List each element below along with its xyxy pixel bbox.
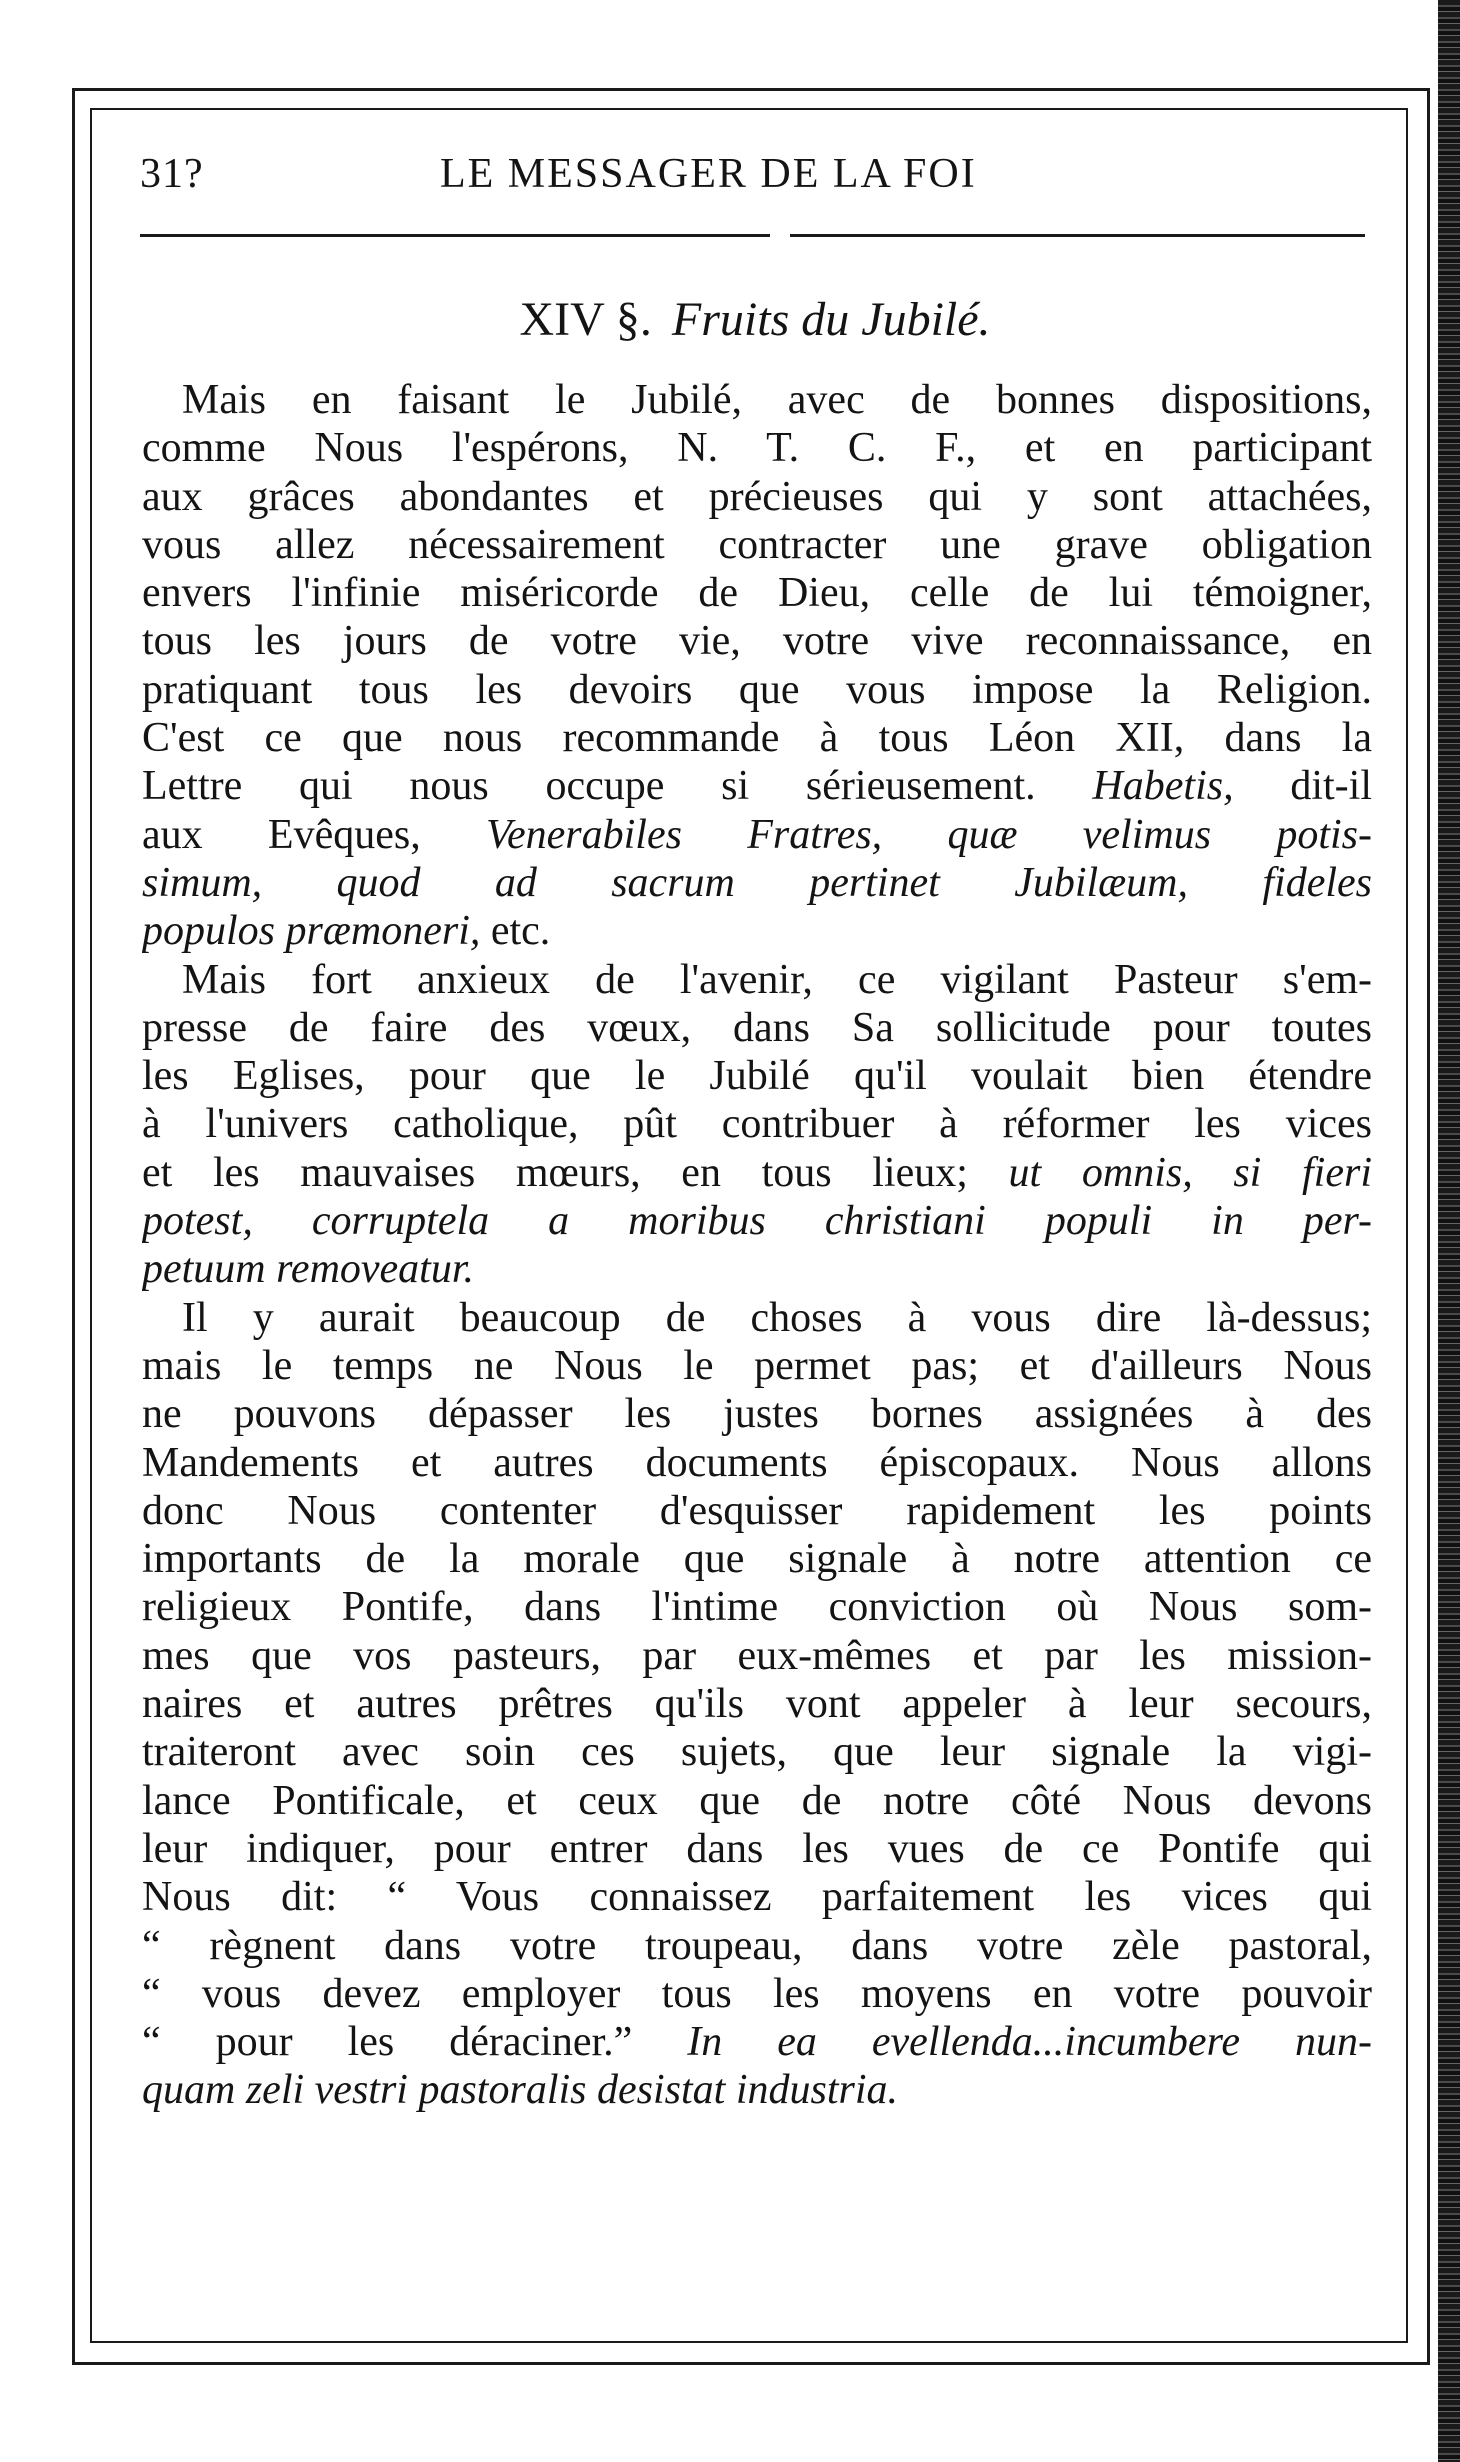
header-rule-left [140, 234, 770, 237]
text-line [142, 714, 1372, 762]
text-line [142, 1680, 1372, 1728]
text-line [142, 1583, 1372, 1631]
latin-quotation: populos præmoneri, [142, 908, 481, 955]
text-segment: mes que vos pasteurs, par eux-mêmes et par les mission- [142, 1632, 1372, 1679]
text-segment: leur indiquer, pour entrer dans les vues de ce Pontife qui [142, 1825, 1372, 1872]
text-segment: Mais fort anxieux de l'avenir, ce vigilant Pasteur s'em- [182, 956, 1372, 1003]
text-line [142, 1197, 1372, 1245]
text-segment: tous les jours de votre vie, votre vive reconnaissance, en [142, 618, 1372, 665]
text-line [142, 666, 1372, 714]
text-line [142, 2066, 1372, 2114]
text-line [142, 2018, 1372, 2066]
latin-quotation: quam zeli vestri pastoralis desistat industria. [142, 2067, 899, 2114]
text-segment: importants de la morale que signale à notre attention ce [142, 1536, 1372, 1583]
text-segment: C'est ce que nous recommande à tous Léon XII, dans la [142, 715, 1372, 762]
text-segment: “ vous devez employer tous les moyens en votre pouvoir [142, 1970, 1372, 2017]
section-number: XIV §. [519, 293, 652, 346]
text-segment: Il y aurait beaucoup de choses à vous dire là-dessus; [182, 1294, 1372, 1341]
text-segment: à l'univers catholique, pût contribuer à réformer les vices [142, 1101, 1372, 1148]
text-line [142, 1294, 1372, 1342]
text-line [142, 1728, 1372, 1776]
text-segment: envers l'infinie miséricorde de Dieu, celle de lui témoigner, [142, 570, 1372, 617]
text-line [142, 762, 1372, 810]
section-title: Fruits du Jubilé. [671, 293, 991, 346]
paragraph [142, 1294, 1372, 2115]
latin-quotation: petuum removeatur. [142, 1246, 475, 1293]
text-line [142, 1004, 1372, 1052]
text-line [142, 1439, 1372, 1487]
text-line [142, 811, 1372, 859]
text-line [142, 907, 1372, 955]
text-segment: aux Evêques, [142, 811, 486, 858]
text-segment: “ pour les déraciner.” [142, 2019, 688, 2066]
text-line [142, 1052, 1372, 1100]
text-segment: mais le temps ne Nous le permet pas; et d'ailleurs Nous [142, 1342, 1372, 1389]
text-segment: etc. [480, 908, 551, 955]
text-line [142, 859, 1372, 907]
paragraph [142, 956, 1372, 1294]
page-number: 31? [140, 151, 204, 197]
text-segment: pratiquant tous les devoirs que vous impose la Religion. [142, 666, 1372, 713]
text-segment: “ règnent dans votre troupeau, dans votre zèle pastoral, [142, 1922, 1372, 1969]
text-segment: ne pouvons dépasser les justes bornes assignées à des [142, 1391, 1372, 1438]
text-segment: Nous dit: “ Vous connaissez parfaitement les vices qui [142, 1874, 1372, 1921]
latin-quotation: ut omnis, si fieri [1008, 1149, 1372, 1196]
section-heading [140, 292, 1370, 347]
text-line [142, 569, 1372, 617]
running-title: LE MESSAGER DE LA FOI [440, 151, 977, 197]
text-segment: aux grâces abondantes et précieuses qui y sont attachées, [142, 473, 1372, 520]
text-segment: traiteront avec soin ces sujets, que leur signale la vigi- [142, 1729, 1372, 1776]
text-line [142, 1100, 1372, 1148]
running-header [140, 150, 1370, 210]
latin-quotation: simum, quod ad sacrum pertinet Jubilæum, fideles [142, 859, 1372, 906]
latin-quotation: Venerabiles Fratres, quæ velimus potis- [486, 811, 1372, 858]
body-text [142, 376, 1372, 2115]
text-segment: comme Nous l'espérons, N. T. C. F., et en participant [142, 425, 1372, 472]
text-segment: donc Nous contenter d'esquisser rapidement les points [142, 1487, 1372, 1534]
text-segment: Mandements et autres documents épiscopaux. Nous allons [142, 1439, 1372, 1486]
latin-quotation: potest, corruptela a moribus christiani populi in per- [142, 1198, 1372, 1245]
latin-quotation: Habetis, [1092, 763, 1234, 810]
text-line [142, 521, 1372, 569]
text-line [142, 956, 1372, 1004]
text-line [142, 1245, 1372, 1293]
text-segment: Mais en faisant le Jubilé, avec de bonnes dispositions, [182, 377, 1372, 423]
text-segment: naires et autres prêtres qu'ils vont appeler à leur secours, [142, 1681, 1372, 1728]
text-line [142, 1873, 1372, 1921]
text-segment: dit-il [1233, 763, 1372, 810]
text-line [142, 1342, 1372, 1390]
text-line [142, 1632, 1372, 1680]
paragraph [142, 376, 1372, 956]
text-segment: religieux Pontife, dans l'intime conviction où Nous som- [142, 1584, 1372, 1631]
text-line [142, 1149, 1372, 1197]
text-line [142, 473, 1372, 521]
text-line [142, 617, 1372, 665]
text-segment: presse de faire des vœux, dans Sa sollicitude pour toutes [142, 1004, 1372, 1051]
text-segment: les Eglises, pour que le Jubilé qu'il voulait bien étendre [142, 1053, 1372, 1100]
text-line [142, 1535, 1372, 1583]
latin-quotation: In ea evellenda...incumbere nun- [687, 2019, 1372, 2066]
text-line [142, 1922, 1372, 1970]
page-edge-strip [1438, 0, 1460, 2462]
text-segment: et les mauvaises mœurs, en tous lieux; [142, 1149, 1009, 1196]
text-line [142, 376, 1372, 424]
text-line [142, 1970, 1372, 2018]
header-rule-right [790, 234, 1365, 237]
text-line [142, 1777, 1372, 1825]
text-line [142, 424, 1372, 472]
text-line [142, 1487, 1372, 1535]
text-line [142, 1390, 1372, 1438]
text-line [142, 1825, 1372, 1873]
text-segment: Lettre qui nous occupe si sérieusement. [142, 763, 1093, 810]
text-segment: vous allez nécessairement contracter une grave obligation [142, 521, 1372, 568]
text-segment: lance Pontificale, et ceux que de notre côté Nous devons [142, 1777, 1372, 1824]
